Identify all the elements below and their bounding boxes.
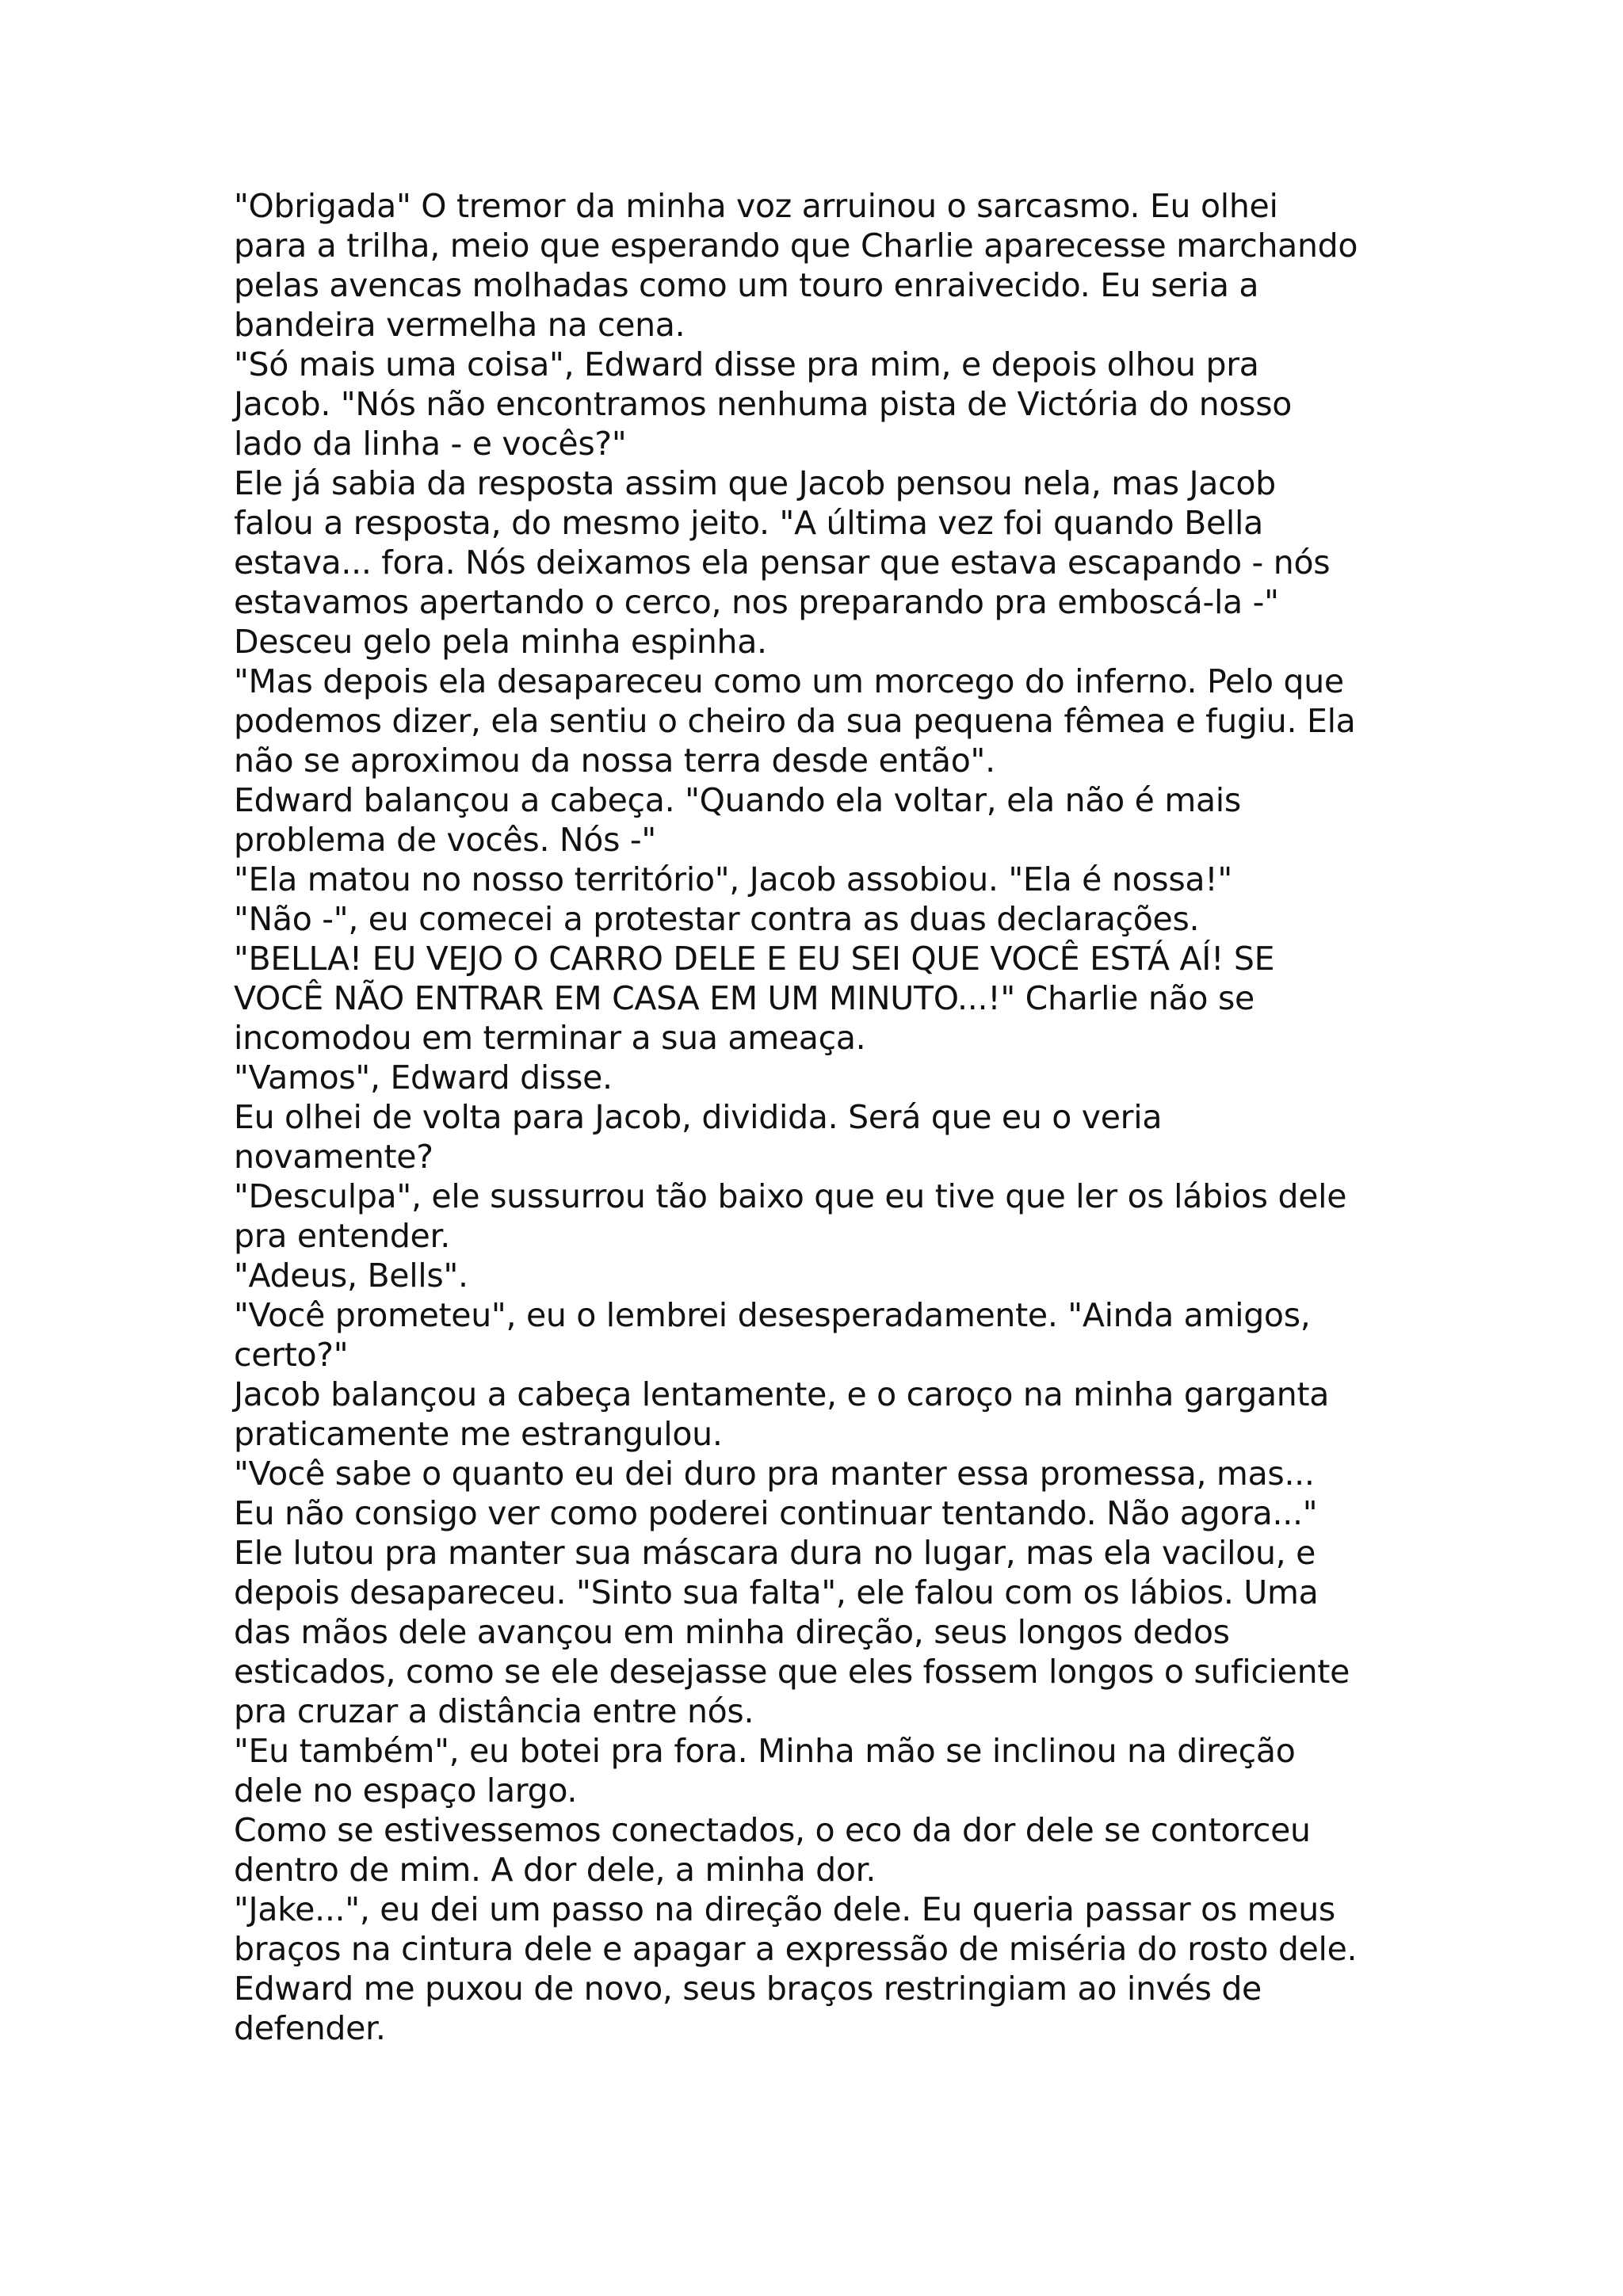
text-line: "Obrigada" O tremor da minha voz arruinou o sarcasmo. Eu olhei — [234, 187, 1278, 225]
text-line: falou a resposta, do mesmo jeito. "A última vez foi quando Bella — [234, 504, 1263, 542]
text-line: pelas avencas molhadas como um touro enraivecido. Eu seria a — [234, 266, 1259, 304]
text-line: "Ela matou no nosso território", Jacob assobiou. "Ela é nossa!" — [234, 860, 1232, 898]
text-line: "Não -", eu comecei a protestar contra as duas declarações. — [234, 900, 1200, 938]
text-line: pra entender. — [234, 1217, 451, 1255]
text-line: "Mas depois ela desapareceu como um morcego do inferno. Pelo que — [234, 662, 1344, 700]
text-line: Jacob. "Nós não encontramos nenhuma pista de Victória do nosso — [234, 385, 1293, 423]
text-line: lado da linha - e vocês?" — [234, 425, 627, 463]
text-line: novamente? — [234, 1138, 433, 1176]
text-line: "Você prometeu", eu o lembrei desesperadamente. "Ainda amigos, — [234, 1296, 1311, 1334]
text-line: "Você sabe o quanto eu dei duro pra manter essa promessa, mas... — [234, 1455, 1315, 1493]
text-line: "Adeus, Bells". — [234, 1257, 468, 1295]
text-line: esticados, como se ele desejasse que eles fossem longos o suficiente — [234, 1653, 1350, 1691]
text-line: Eu não consigo ver como poderei continuar tentando. Não agora..." — [234, 1494, 1318, 1532]
text-line: "Desculpa", ele sussurrou tão baixo que eu tive que ler os lábios dele — [234, 1177, 1347, 1215]
text-line: dentro de mim. A dor dele, a minha dor. — [234, 1851, 876, 1889]
text-line: "Jake...", eu dei um passo na direção dele. Eu queria passar os meus — [234, 1890, 1335, 1928]
text-line: depois desapareceu. "Sinto sua falta", ele falou com os lábios. Uma — [234, 1573, 1319, 1611]
text-line: podemos dizer, ela sentiu o cheiro da sua pequena fêmea e fugiu. Ela — [234, 702, 1356, 740]
text-line: pra cruzar a distância entre nós. — [234, 1692, 754, 1730]
text-line: "BELLA! EU VEJO O CARRO DELE E EU SEI QUE VOCÊ ESTÁ AÍ! SE — [234, 940, 1275, 978]
text-line: bandeira vermelha na cena. — [234, 306, 685, 344]
text-line: problema de vocês. Nós -" — [234, 821, 656, 859]
text-line: estavamos apertando o cerco, nos preparando pra emboscá-la -" — [234, 583, 1279, 621]
body-text — [234, 186, 1597, 2048]
text-line: "Vamos", Edward disse. — [234, 1058, 613, 1097]
text-line: dele no espaço largo. — [234, 1772, 578, 1810]
text-line: VOCÊ NÃO ENTRAR EM CASA EM UM MINUTO...!" Charlie não se — [234, 979, 1254, 1017]
text-line: das mãos dele avançou em minha direção, seus longos dedos — [234, 1613, 1230, 1651]
text-line: Edward balançou a cabeça. "Quando ela voltar, ela não é mais — [234, 781, 1241, 819]
text-line: Jacob balançou a cabeça lentamente, e o caroço na minha garganta — [234, 1375, 1330, 1413]
text-line: para a trilha, meio que esperando que Charlie aparecesse marchando — [234, 227, 1358, 265]
text-line: incomodou em terminar a sua ameaça. — [234, 1019, 866, 1057]
text-line: Desceu gelo pela minha espinha. — [234, 623, 767, 661]
text-line: certo?" — [234, 1336, 349, 1374]
text-line: não se aproximou da nossa terra desde então". — [234, 742, 995, 780]
text-line: Ele lutou pra manter sua máscara dura no lugar, mas ela vacilou, e — [234, 1534, 1316, 1572]
text-line: "Eu também", eu botei pra fora. Minha mão se inclinou na direção — [234, 1732, 1296, 1770]
text-line: defender. — [234, 2009, 386, 2047]
text-line: Ele já sabia da resposta assim que Jacob pensou nela, mas Jacob — [234, 464, 1276, 502]
text-line: Como se estivessemos conectados, o eco da dor dele se contorceu — [234, 1811, 1311, 1849]
text-line: estava... fora. Nós deixamos ela pensar que estava escapando - nós — [234, 543, 1331, 582]
text-line: Eu olhei de volta para Jacob, dividida. Será que eu o veria — [234, 1098, 1163, 1136]
text-line: "Só mais uma coisa", Edward disse pra mim, e depois olhou pra — [234, 345, 1259, 383]
text-line: praticamente me estrangulou. — [234, 1415, 723, 1453]
text-line: braços na cintura dele e apagar a expressão de miséria do rosto dele. — [234, 1930, 1358, 1968]
text-line: Edward me puxou de novo, seus braços restringiam ao invés de — [234, 1970, 1262, 2008]
